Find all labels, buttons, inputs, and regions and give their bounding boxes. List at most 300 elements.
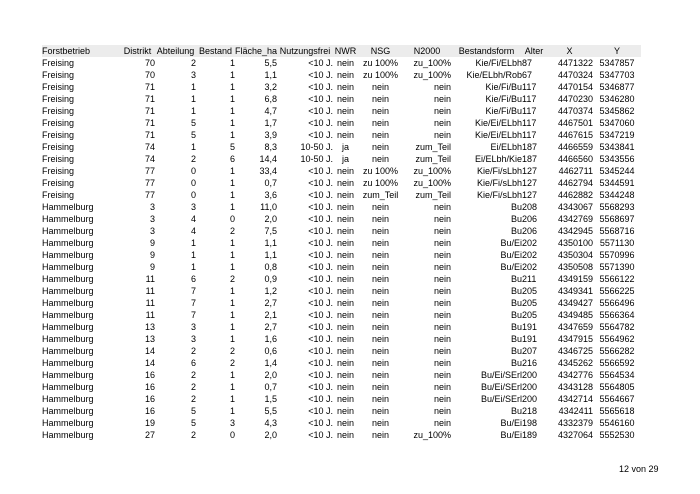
- table-cell: zum_Teil: [415, 154, 452, 164]
- column-header: Alter: [524, 46, 544, 56]
- table-cell: 4350508: [557, 262, 594, 272]
- table-cell: nein: [337, 250, 355, 260]
- table-row: [42, 105, 641, 117]
- table-row: [42, 405, 641, 417]
- table-cell: ja: [342, 142, 350, 152]
- table-cell: 187: [522, 142, 538, 152]
- table-cell: Freising: [42, 106, 75, 116]
- table-cell: 1,1: [264, 250, 278, 260]
- table-cell: 16: [144, 382, 155, 392]
- table-cell: nein: [372, 310, 390, 320]
- table-cell: nein: [372, 322, 390, 332]
- table-cell: nein: [337, 202, 355, 212]
- table-cell: nein: [434, 262, 452, 272]
- table-cell: 5568716: [599, 226, 635, 236]
- table-cell: 0,7: [264, 382, 278, 392]
- table-cell: 1: [190, 250, 196, 260]
- table-cell: Freising: [42, 142, 75, 152]
- table-cell: nein: [337, 58, 355, 68]
- table-cell: zu_100%: [413, 430, 452, 440]
- table-cell: Kie/Fi/Bu: [485, 82, 523, 92]
- table-cell: 127: [522, 166, 538, 176]
- table-cell: 11: [145, 298, 155, 308]
- table-body: [42, 57, 641, 441]
- table-cell: 4467615: [557, 130, 594, 140]
- table-row: [42, 249, 641, 261]
- table-cell: 5347857: [599, 58, 635, 68]
- table-cell: nein: [372, 382, 390, 392]
- table-cell: 7,5: [264, 226, 278, 236]
- table-cell: 1: [229, 118, 235, 128]
- table-row: [42, 357, 641, 369]
- column-header: Fläche_ha: [235, 46, 278, 56]
- table-header-row: [42, 45, 641, 57]
- table-cell: nein: [372, 346, 390, 356]
- table-cell: nein: [372, 142, 390, 152]
- table-cell: 1: [229, 70, 235, 80]
- table-cell: 2,1: [264, 310, 278, 320]
- table-cell: 4349159: [557, 274, 594, 284]
- table-cell: <10 J.: [308, 262, 334, 272]
- table-cell: <10 J.: [308, 298, 334, 308]
- table-cell: nein: [372, 358, 390, 368]
- table-cell: 27: [144, 430, 155, 440]
- table-cell: 205: [522, 310, 538, 320]
- table-cell: 70: [144, 58, 155, 68]
- table-cell: nein: [337, 70, 355, 80]
- table-cell: 5566364: [599, 310, 635, 320]
- table-cell: 2,0: [264, 214, 278, 224]
- table-cell: 1: [229, 190, 235, 200]
- table-cell: Bu: [511, 286, 523, 296]
- table-row: [42, 153, 641, 165]
- table-cell: 7: [190, 310, 196, 320]
- table-cell: Hammelburg: [42, 310, 94, 320]
- table-cell: nein: [372, 154, 390, 164]
- table-cell: Bu/Ei/SErl: [481, 394, 523, 404]
- table-cell: Kie/Fi/sLbh: [477, 190, 523, 200]
- column-header: Bestandsform: [458, 46, 515, 56]
- table-cell: 5343556: [599, 154, 635, 164]
- table-cell: 4350100: [557, 238, 594, 248]
- table-cell: 10-50 J.: [300, 142, 334, 152]
- table-cell: 191: [522, 322, 538, 332]
- table-cell: Hammelburg: [42, 286, 94, 296]
- table-cell: 1,6: [264, 334, 278, 344]
- table-cell: Kie/Ei/ELbh: [475, 118, 523, 128]
- table-cell: 4470154: [557, 82, 594, 92]
- table-row: [42, 309, 641, 321]
- table-cell: Hammelburg: [42, 358, 94, 368]
- table-cell: 5345862: [599, 106, 635, 116]
- table-cell: nein: [434, 418, 452, 428]
- table-row: [42, 345, 641, 357]
- table-cell: 117: [522, 118, 537, 128]
- table-cell: 1: [229, 202, 235, 212]
- table-row: [42, 261, 641, 273]
- table-cell: 0,6: [264, 346, 278, 356]
- table-cell: 77: [144, 178, 155, 188]
- table-cell: 5566592: [599, 358, 635, 368]
- table-cell: 1: [229, 370, 235, 380]
- column-header: N2000: [413, 46, 441, 56]
- table-cell: 4327064: [557, 430, 594, 440]
- table-cell: nein: [434, 250, 452, 260]
- table-cell: 4342945: [557, 226, 594, 236]
- table-row: [42, 273, 641, 285]
- table-cell: <10 J.: [308, 418, 334, 428]
- table-cell: 2: [229, 274, 235, 284]
- data-table: [42, 45, 641, 441]
- table-cell: 13: [144, 334, 155, 344]
- table-cell: nein: [372, 238, 390, 248]
- table-cell: nein: [372, 214, 390, 224]
- table-cell: nein: [337, 394, 355, 404]
- table-cell: 205: [522, 298, 538, 308]
- table-cell: nein: [434, 334, 452, 344]
- table-cell: 1: [190, 142, 196, 152]
- table-cell: nein: [337, 226, 355, 236]
- table-cell: Freising: [42, 70, 75, 80]
- table-cell: Bu/Ei: [500, 430, 523, 440]
- table-cell: Hammelburg: [42, 406, 94, 416]
- table-cell: 4470230: [557, 94, 594, 104]
- table-cell: 1: [190, 82, 196, 92]
- table-cell: Hammelburg: [42, 394, 94, 404]
- table-cell: Hammelburg: [42, 418, 94, 428]
- table-cell: <10 J.: [308, 82, 334, 92]
- table-cell: zu_100%: [413, 166, 452, 176]
- table-cell: Bu/Ei/SErl: [481, 382, 523, 392]
- table-cell: Hammelburg: [42, 370, 94, 380]
- table-cell: <10 J.: [308, 346, 334, 356]
- table-cell: Bu: [511, 226, 523, 236]
- table-row: [42, 285, 641, 297]
- table-cell: 2: [190, 430, 196, 440]
- table-cell: Hammelburg: [42, 274, 94, 284]
- table-cell: nein: [372, 262, 390, 272]
- table-cell: 4349341: [557, 286, 594, 296]
- table-cell: 71: [144, 118, 155, 128]
- table-cell: nein: [372, 370, 390, 380]
- table-cell: 1: [229, 238, 235, 248]
- table-cell: 0: [190, 190, 196, 200]
- table-row: [42, 369, 641, 381]
- table-cell: 4343067: [557, 202, 594, 212]
- table-cell: 5564667: [599, 394, 635, 404]
- table-cell: 77: [144, 166, 155, 176]
- table-cell: Freising: [42, 94, 75, 104]
- table-row: [42, 393, 641, 405]
- table-cell: 5571390: [599, 262, 635, 272]
- table-cell: 1: [229, 322, 235, 332]
- table-cell: 74: [144, 142, 155, 152]
- table-cell: nein: [337, 358, 355, 368]
- table-cell: 4462794: [557, 178, 594, 188]
- table-cell: 1: [190, 94, 196, 104]
- table-row: [42, 69, 641, 81]
- table-row: [42, 129, 641, 141]
- table-cell: 13: [144, 322, 155, 332]
- table-cell: 4467501: [557, 118, 594, 128]
- table-cell: 87: [522, 58, 533, 68]
- table-cell: <10 J.: [308, 358, 334, 368]
- table-row: [42, 213, 641, 225]
- table-cell: Freising: [42, 166, 75, 176]
- table-cell: nein: [372, 250, 390, 260]
- table-cell: 71: [144, 130, 155, 140]
- table-cell: 2,0: [264, 430, 278, 440]
- table-cell: Bu: [511, 274, 523, 284]
- table-cell: 202: [522, 250, 538, 260]
- table-cell: nein: [337, 286, 355, 296]
- table-cell: nein: [434, 274, 452, 284]
- table-cell: 70: [144, 70, 155, 80]
- table-cell: zu 100%: [363, 70, 399, 80]
- table-cell: 208: [522, 202, 538, 212]
- column-header: Forstbetrieb: [42, 46, 91, 56]
- table-cell: 5,5: [264, 58, 278, 68]
- table-cell: 5: [229, 142, 235, 152]
- table-row: [42, 321, 641, 333]
- table-cell: Bu: [511, 346, 523, 356]
- table-cell: zu_100%: [413, 178, 452, 188]
- table-cell: Hammelburg: [42, 322, 94, 332]
- table-cell: nein: [337, 418, 355, 428]
- table-cell: 16: [144, 406, 155, 416]
- table-cell: 3: [149, 202, 155, 212]
- table-cell: nein: [372, 418, 390, 428]
- column-header: X: [566, 46, 573, 56]
- table-cell: nein: [337, 178, 355, 188]
- table-cell: 5566496: [599, 298, 635, 308]
- table-cell: 4,3: [264, 418, 278, 428]
- table-cell: Bu/Ei: [500, 250, 523, 260]
- table-cell: nein: [372, 430, 390, 440]
- table-cell: 10-50 J.: [300, 154, 334, 164]
- table-cell: 4462882: [557, 190, 594, 200]
- table-cell: nein: [337, 94, 355, 104]
- table-cell: 5564534: [599, 370, 635, 380]
- table-cell: 4470374: [557, 106, 594, 116]
- table-cell: 3: [190, 70, 196, 80]
- table-cell: <10 J.: [308, 190, 334, 200]
- column-header: Distrikt: [123, 46, 152, 56]
- table-cell: Freising: [42, 82, 75, 92]
- table-cell: 187: [522, 154, 538, 164]
- table-cell: 5565618: [599, 406, 635, 416]
- table-cell: nein: [434, 130, 452, 140]
- table-cell: 77: [144, 190, 155, 200]
- table-cell: Ei/ELbh: [490, 142, 523, 152]
- table-cell: nein: [372, 274, 390, 284]
- table-cell: 216: [522, 358, 538, 368]
- column-header: Y: [614, 46, 621, 56]
- table-cell: Bu: [511, 214, 523, 224]
- table-cell: zu_100%: [413, 70, 452, 80]
- table-cell: 2: [229, 358, 235, 368]
- table-cell: Freising: [42, 130, 75, 140]
- page-number: 12 von 29: [619, 464, 659, 474]
- table-cell: nein: [372, 118, 390, 128]
- table-cell: <10 J.: [308, 214, 334, 224]
- table-row: [42, 201, 641, 213]
- table-cell: 5347703: [599, 70, 635, 80]
- table-cell: nein: [337, 346, 355, 356]
- table-cell: 200: [522, 370, 538, 380]
- table-cell: 9: [149, 262, 155, 272]
- table-cell: <10 J.: [308, 118, 334, 128]
- table-cell: 5: [190, 418, 196, 428]
- table-cell: nein: [434, 214, 452, 224]
- table-cell: 1: [229, 286, 235, 296]
- table-cell: 5344591: [599, 178, 635, 188]
- table-cell: nein: [434, 370, 452, 380]
- table-row: [42, 57, 641, 69]
- table-cell: 5570996: [599, 250, 635, 260]
- table-cell: Bu: [511, 334, 523, 344]
- table-cell: Ei/ELbh/Kie: [475, 154, 523, 164]
- table-cell: Bu/Ei: [500, 238, 523, 248]
- table-cell: 4346725: [557, 346, 594, 356]
- table-cell: 1: [190, 106, 196, 116]
- table-cell: 117: [522, 106, 537, 116]
- table-cell: 11,0: [260, 202, 278, 212]
- table-cell: <10 J.: [308, 178, 334, 188]
- table-cell: 5568293: [599, 202, 635, 212]
- table-cell: 5345244: [599, 166, 635, 176]
- table-cell: 5571130: [599, 238, 635, 248]
- table-cell: Bu: [511, 358, 523, 368]
- table-cell: 207: [522, 346, 538, 356]
- table-cell: Freising: [42, 118, 75, 128]
- table-cell: nein: [434, 94, 452, 104]
- table-cell: 191: [522, 334, 538, 344]
- table-cell: nein: [434, 118, 452, 128]
- table-cell: zum_Teil: [415, 190, 452, 200]
- table-cell: Kie/Ei/ELbh: [475, 130, 523, 140]
- table-cell: nein: [434, 358, 452, 368]
- column-header: Abteilung: [156, 46, 195, 56]
- table-cell: zu 100%: [363, 58, 399, 68]
- table-cell: 4462711: [558, 166, 594, 176]
- table-cell: 71: [144, 94, 155, 104]
- table-row: [42, 93, 641, 105]
- table-cell: 1: [229, 250, 235, 260]
- table-cell: 5: [190, 118, 196, 128]
- table-cell: nein: [372, 82, 390, 92]
- table-cell: Hammelburg: [42, 346, 94, 356]
- table-cell: 5: [190, 130, 196, 140]
- table-cell: 3: [149, 214, 155, 224]
- table-cell: 4342411: [558, 406, 594, 416]
- table-cell: Hammelburg: [42, 430, 94, 440]
- table-cell: 1: [229, 130, 235, 140]
- table-cell: 1: [229, 406, 235, 416]
- table-cell: 3,6: [264, 190, 278, 200]
- table-cell: 206: [522, 214, 538, 224]
- table-cell: nein: [434, 298, 452, 308]
- table-cell: Hammelburg: [42, 298, 94, 308]
- table-cell: nein: [372, 406, 390, 416]
- table-row: [42, 141, 641, 153]
- table-cell: 127: [522, 178, 538, 188]
- table-cell: 5552530: [599, 430, 635, 440]
- table-cell: 4347659: [557, 322, 594, 332]
- table-cell: nein: [434, 346, 452, 356]
- table-cell: Bu: [511, 202, 523, 212]
- table-cell: 6: [229, 154, 235, 164]
- table-cell: Kie/Fi/Bu: [485, 106, 523, 116]
- table-cell: <10 J.: [308, 94, 334, 104]
- table-cell: nein: [372, 94, 390, 104]
- table-cell: nein: [434, 310, 452, 320]
- table-cell: 2: [190, 394, 196, 404]
- table-cell: nein: [337, 406, 355, 416]
- table-row: [42, 333, 641, 345]
- table-cell: 4466560: [557, 154, 594, 164]
- table-cell: nein: [337, 106, 355, 116]
- table-cell: 202: [522, 238, 538, 248]
- table-cell: nein: [337, 238, 355, 248]
- table-cell: zu_100%: [413, 58, 452, 68]
- table-row: [42, 177, 641, 189]
- table-cell: 1,1: [264, 238, 278, 248]
- table-cell: 3: [190, 322, 196, 332]
- table-cell: 4342776: [557, 370, 594, 380]
- table-cell: <10 J.: [308, 322, 334, 332]
- table-cell: nein: [434, 238, 452, 248]
- table-cell: 1: [229, 166, 235, 176]
- table-cell: 0: [190, 178, 196, 188]
- table-cell: <10 J.: [308, 382, 334, 392]
- table-cell: Hammelburg: [42, 238, 94, 248]
- table-cell: 0,9: [264, 274, 278, 284]
- table-cell: 1,2: [264, 286, 278, 296]
- table-cell: 5,5: [264, 406, 278, 416]
- table-cell: 3,2: [264, 82, 278, 92]
- table-cell: 71: [144, 106, 155, 116]
- table-cell: nein: [337, 262, 355, 272]
- table-cell: 5564782: [599, 322, 635, 332]
- table-cell: 1: [229, 394, 235, 404]
- table-cell: 4470324: [557, 70, 594, 80]
- table-cell: 205: [522, 286, 538, 296]
- table-cell: nein: [337, 334, 355, 344]
- table-cell: 4349485: [557, 310, 594, 320]
- table-cell: 67: [522, 70, 533, 80]
- table-cell: 1: [229, 382, 235, 392]
- table-cell: Bu: [511, 322, 523, 332]
- table-cell: <10 J.: [308, 166, 334, 176]
- table-cell: 5568697: [599, 214, 635, 224]
- table-cell: 1: [229, 106, 235, 116]
- table-cell: 14: [144, 346, 155, 356]
- table-cell: 3: [190, 202, 196, 212]
- table-cell: nein: [434, 286, 452, 296]
- table-cell: nein: [337, 82, 355, 92]
- table-cell: 1,5: [264, 394, 278, 404]
- table-cell: Hammelburg: [42, 262, 94, 272]
- table-cell: ja: [342, 154, 350, 164]
- table-cell: 1: [190, 262, 196, 272]
- table-cell: Hammelburg: [42, 226, 94, 236]
- table-cell: nein: [337, 130, 355, 140]
- column-header: Bestand: [198, 46, 233, 56]
- table-cell: 4347915: [557, 334, 594, 344]
- table-cell: zum_Teil: [362, 190, 399, 200]
- table-cell: 5343841: [599, 142, 635, 152]
